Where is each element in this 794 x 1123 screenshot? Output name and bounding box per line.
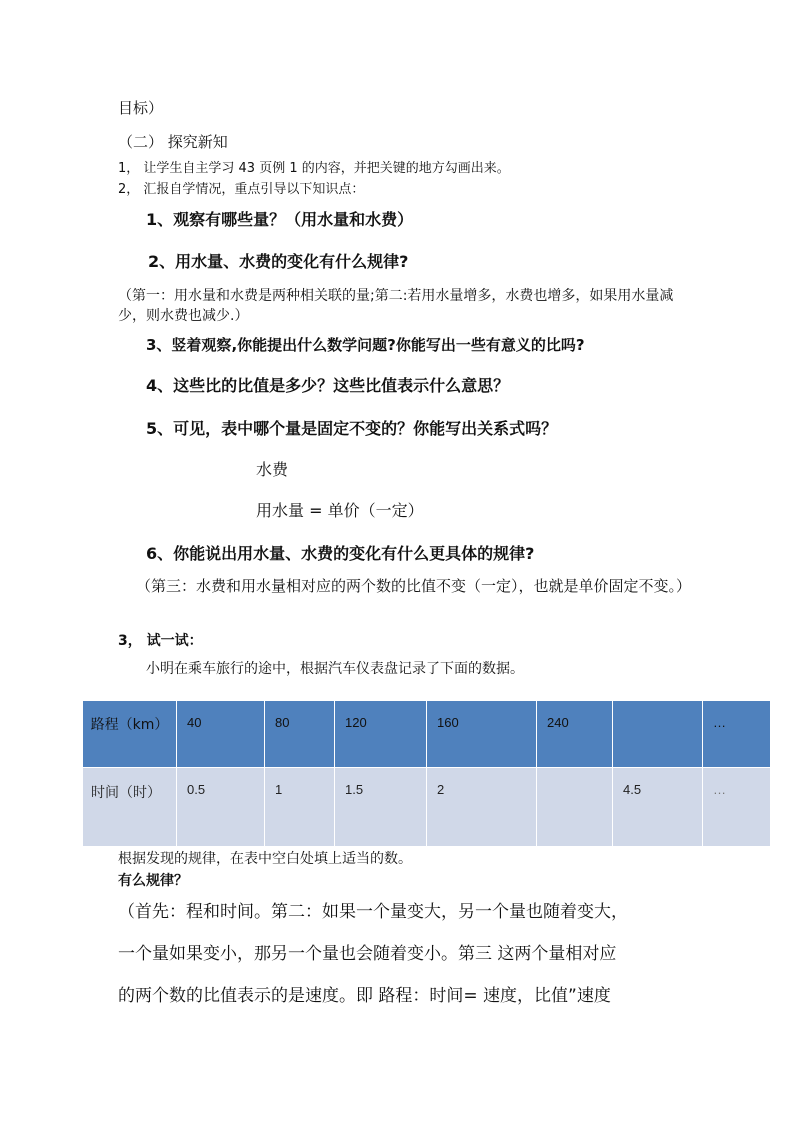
- question-4: 4、这些比的比值是多少？这些比值表示什么意思？: [146, 376, 510, 395]
- table-cell: 80: [265, 701, 335, 768]
- table-cell: 1.5: [335, 768, 427, 847]
- question-3: 3、竖着观察,你能提出什么数学问题?你能写出一些有意义的比吗?: [146, 336, 585, 354]
- table-cell-empty: [613, 701, 703, 768]
- answer-2: （第一：用水量和水费是两种相关联的量;第二:若用水量增多，水费也增多，如果用水量减少，则水费也减少.）: [118, 288, 674, 324]
- table-cell: 0.5: [177, 768, 265, 847]
- section-heading-explore: （二） 探究新知: [118, 133, 228, 151]
- table-cell: 160: [427, 701, 537, 768]
- table-cell-empty: [537, 768, 613, 847]
- summary-line-2: 一个量如果变小，那另一个量也会随着变小。第三 这两个量相对应: [118, 944, 617, 964]
- question-2: 2、用水量、水费的变化有什么规律?: [148, 252, 409, 271]
- answer-6: （第三：水费和用水量相对应的两个数的比值不变（一定），也就是单价固定不变。）: [136, 577, 692, 595]
- formula-denominator: 用水量 = 单价（一定）: [256, 501, 424, 520]
- table-cell: 2: [427, 768, 537, 847]
- pattern-question: 有么规律？: [118, 873, 188, 889]
- question-1: 1、观察有哪些量？（用水量和水费）: [146, 210, 414, 229]
- table-row-label-distance: 路程（km）: [83, 701, 177, 768]
- table-cell: 240: [537, 701, 613, 768]
- question-5: 5、可见，表中哪个量是固定不变的？你能写出关系式吗？: [146, 419, 558, 438]
- table-cell: 4.5: [613, 768, 703, 847]
- summary-line-3: 的两个数的比值表示的是速度。即 路程：时间= 速度，比值”速度: [118, 986, 611, 1006]
- table-row: [83, 768, 771, 847]
- table-cell: …: [703, 768, 771, 847]
- table-row: [83, 701, 771, 768]
- step-3-text: 3， 试一试：: [118, 633, 203, 649]
- goal-text-line: 目标）: [118, 99, 164, 117]
- step-1-text: 1， 让学生自主学习 43 页例 1 的内容，并把关键的地方勾画出来。: [118, 161, 510, 176]
- formula-numerator: 水费: [256, 460, 289, 479]
- table-cell: 40: [177, 701, 265, 768]
- table-row-label-time: 时间（时）: [83, 768, 177, 847]
- table-cell: 1: [265, 768, 335, 847]
- table-cell: 120: [335, 701, 427, 768]
- question-6: 6、你能说出用水量、水费的变化有什么更具体的规律?: [146, 544, 535, 563]
- speed-data-table: [82, 700, 771, 847]
- table-cell: …: [703, 701, 771, 768]
- fill-instruction: 根据发现的规律，在表中空白处填上适当的数。: [118, 851, 412, 867]
- trip-intro-text: 小明在乘车旅行的途中，根据汽车仪表盘记录了下面的数据。: [146, 661, 524, 677]
- step-2-text: 2， 汇报自学情况，重点引导以下知识点：: [118, 182, 365, 197]
- summary-line-1: （首先：程和时间。第二：如果一个量变大，另一个量也随着变大，: [118, 902, 628, 922]
